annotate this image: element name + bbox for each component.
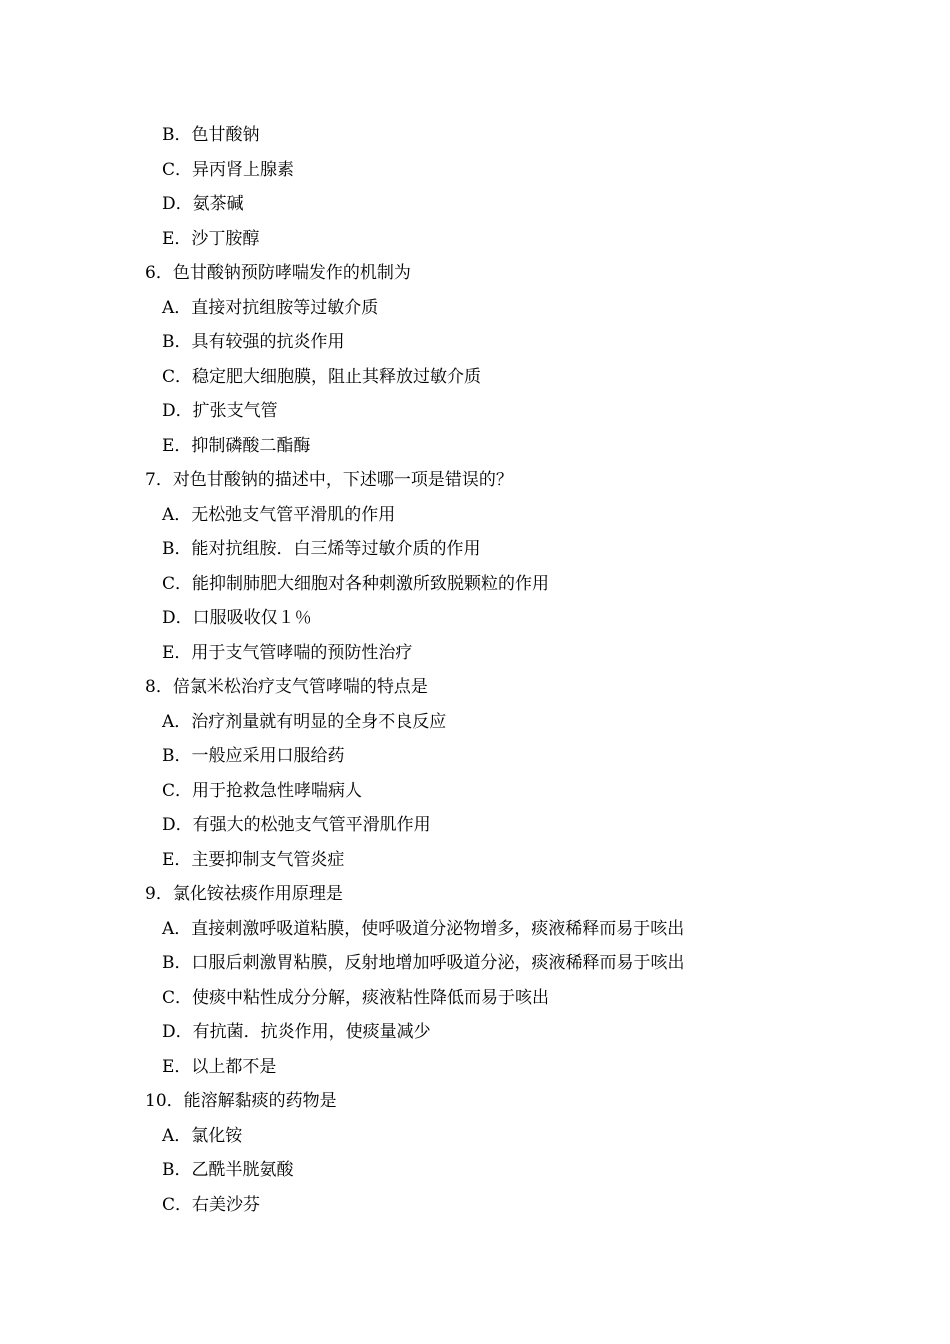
answer-option: C．使痰中粘性成分分解，痰液粘性降低而易于咳出 [162,987,550,1008]
answer-option: B．乙酰半胱氨酸 [162,1160,294,1180]
answer-option: C．稳定肥大细胞膜，阻止其释放过敏介质 [162,366,482,387]
answer-option: B．具有较强的抗炎作用 [162,332,345,352]
answer-option: D．有抗菌．抗炎作用，使痰量减少 [162,1022,431,1042]
answer-option: A．无松弛支气管平滑肌的作用 [162,504,396,525]
answer-option: D．扩张支气管 [162,401,278,421]
question-stem: 9．氯化铵祛痰作用原理是 [145,884,343,904]
answer-option: E．以上都不是 [162,1056,277,1077]
answer-option: C．右美沙芬 [162,1194,261,1215]
question-stem: 7．对色甘酸钠的描述中，下述哪一项是错误的？ [145,470,513,490]
answer-option: E．沙丁胺醇 [162,228,260,249]
question-stem: 10．能溶解黏痰的药物是 [145,1091,337,1111]
answer-option: C．能抑制肺肥大细胞对各种刺激所致脱颗粒的作用 [162,573,550,594]
answer-option: D．口服吸收仅１％ [162,608,312,628]
answer-option: A．治疗剂量就有明显的全身不良反应 [162,711,447,732]
question-list [0,118,950,1222]
answer-option: C．用于抢救急性哮喘病人 [162,780,363,801]
answer-option: B．一般应采用口服给药 [162,746,345,766]
answer-option: D．有强大的松弛支气管平滑肌作用 [162,815,431,835]
answer-option: B．口服后刺激胃粘膜，反射地增加呼吸道分泌，痰液稀释而易于咳出 [162,953,685,973]
answer-option: A．直接刺激呼吸道粘膜，使呼吸道分泌物增多，痰液稀释而易于咳出 [162,918,685,939]
answer-option: B．色甘酸钠 [162,125,260,145]
question-stem: 8．倍氯米松治疗支气管哮喘的特点是 [145,677,428,697]
answer-option: C．异丙肾上腺素 [162,159,295,180]
answer-option: A．氯化铵 [162,1125,243,1146]
answer-option: A．直接对抗组胺等过敏介质 [162,297,379,318]
answer-option: E．用于支气管哮喘的预防性治疗 [162,642,413,663]
answer-option: E．主要抑制支气管炎症 [162,849,345,870]
answer-option: E．抑制磷酸二酯酶 [162,435,311,456]
answer-option: D．氨茶碱 [162,194,244,214]
answer-option: B．能对抗组胺．白三烯等过敏介质的作用 [162,539,481,559]
question-stem: 6．色甘酸钠预防哮喘发作的机制为 [145,263,411,283]
